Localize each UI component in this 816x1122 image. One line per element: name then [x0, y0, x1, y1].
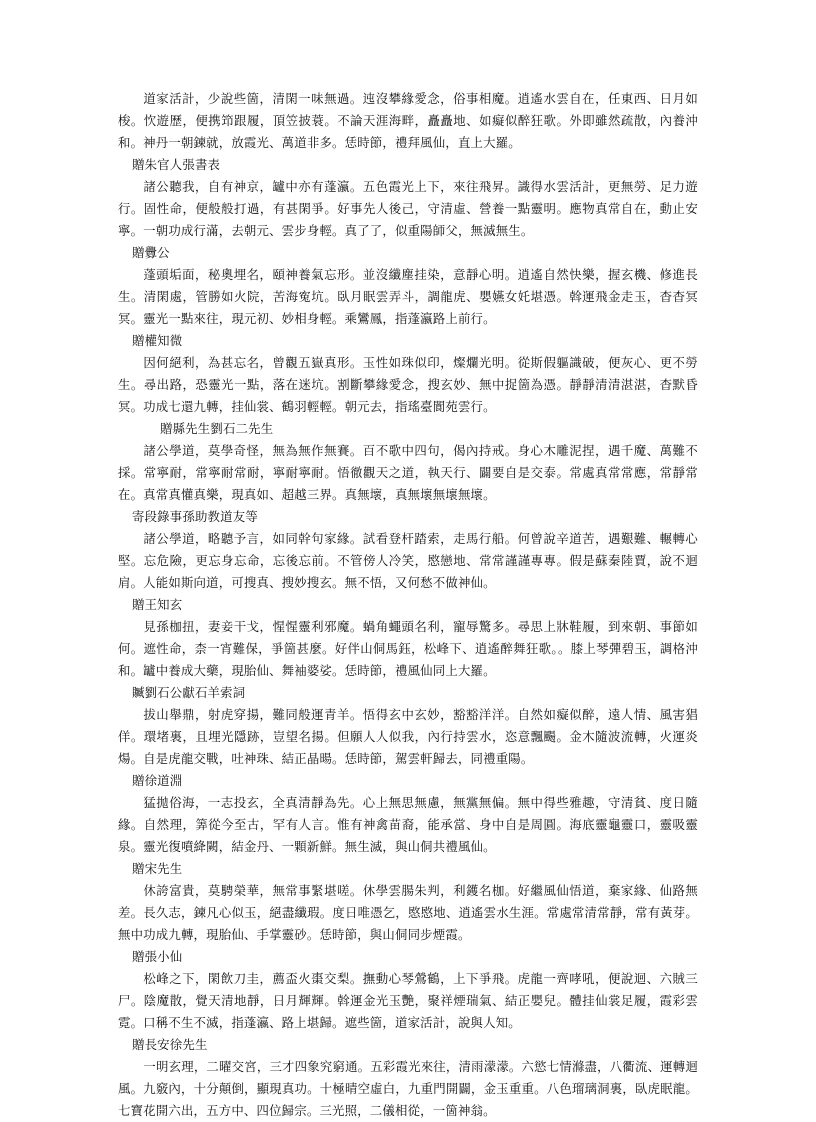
poem-title: 贈縣先生劉石二先生	[160, 421, 274, 436]
poem-body: 因何絕利，為甚忘名，曾觀五嶽真形。玉性如珠似印，燦爛光明。從斯假軀識破，便灰心、更不勞生。尋出路，恐靈光一點，落在迷坑。割斷攀緣愛念，搜玄妙、無中捉箇為憑。靜靜清清湛湛，杳默昏冥。功成七還九轉，挂仙裳、鶴羽輕輕。朝元去，指瑤臺閬苑雲行。	[118, 355, 698, 414]
poem-body: 松峰之下，閑飲刀圭，薦盃火棗交梨。撫動心琴鶯鶴，上下爭飛。虎龍一齊哮吼，便說迴、六賊三尸。陰魔散，覺天清地靜，日月輝輝。斡運金光玉艷，聚祥煙瑞氣、結正嬰兒。體挂仙裳足履，霞彩雲霓。口稱不生不滅，指蓬瀛、路上堪歸。遮些箇，道家活計，說與人知。	[118, 971, 698, 1030]
poem-body: 休誇富貴，莫騁榮華，無常事緊堪嗟。休學雲腸朱判，利鑊名枷。好繼風仙悟道，棄家緣、仙路無差。長久志，鍊凡心似玉，絕盡纖瑕。度日唯憑乞，愍愍地、逍遙雲水生涯。常處常清常靜，常有黃芽。無中功成九轉，現胎仙、手掌靈砂。恁時節，與山侗同步煙霞。	[118, 883, 698, 942]
poem-body: 猛拋俗海，一志投玄，全真清靜為先。心上無思無慮，無黨無偏。無中得些雅趣，守清貧、度日隨緣。自然理，筭從今至古，罕有人言。惟有神禽苗裔，能承當、身中自是周圓。海底靈龜靈口，靈吸靈泉。靈光復噴絳闕，結金丹、一顆新鮮。無生滅，與山侗共禮風仙。	[118, 795, 698, 854]
poem-title: 贈張小仙	[132, 949, 183, 964]
poem-title: 贈宋先生	[132, 861, 183, 876]
poem-body: 諸公學道，略聽予言，如同幹句家緣。試看登杆踏索，走馬行船。何曾說辛道苦，遇艱難、輾轉心堅。忘危險，更忘身忘命，忘後忘前。不管傍人冷笑，愍戀地、常常謹謹專專。假是蘇秦陸賈，說不迴肩。人能如斯向道，可搜真、搜妙搜玄。無不悟，又何愁不做神仙。	[118, 531, 698, 590]
poem-title: 贈釁公	[132, 245, 170, 260]
poem-title: 寄段錄事孫助教道友等	[132, 509, 258, 524]
poem-title: 贈王知玄	[132, 597, 183, 612]
document-page	[118, 88, 698, 1122]
poem-body: 一明玄理，二曜交宮，三才四象究窮通。五彩霞光來往，清雨濛濛。六慾七情滌盡，八衢流、運轉迴風。九竅內，十分顛倒，顯現真功。十極晴空虛白，九重門開闢，金玉重重。八色瑠璃洞裏，臥虎眠龍。七寶花開六出，五方中、四位歸宗。三光照，二儀相從，一箇神翁。	[118, 1059, 698, 1118]
poem-title: 贓劉石公獻石羊索詞	[132, 685, 246, 700]
poem-body: 拔山舉鼎，射虎穿揚，難同般運青羊。悟得玄中玄妙，豁豁洋洋。自然如癡似醉，遠人情、風害猖佯。環堵裏，且埋光隱跡，豈望名揚。但願人人似我，內行持雲水，恣意飄颺。金木隨波流轉，火運炎煬。自是虎龍交戰，吐神珠、結正晶暘。恁時節，駕雲軒歸去，同禮重陽。	[118, 707, 698, 766]
poem-body: 諸公學道，莫學奇怪，無為無作無賽。百不歌中四句，偈內持戒。身心木雕泥捏，遇千魔、萬難不採。常寧耐，常寧耐常耐，寧耐寧耐。悟徹觀天之道，執天行、闢要自是交泰。常處真常常應，常靜常在。真常真懽真樂，現真如、超越三界。真無壞，真無壞無壞無壞。	[118, 443, 698, 502]
poem-title: 贈權知微	[132, 333, 183, 348]
poem-title: 贈徐道淵	[132, 773, 183, 788]
poem-title: 贈朱官人張書表	[132, 157, 221, 172]
poem-title: 贈長安徐先生	[132, 1037, 208, 1052]
poem-body: 蓬頭垢面，秘奧埋名，頤神養氣忘形。並沒纖塵挂染，意靜心明。逍遙自然快樂，握玄機、修進長生。清閑處，管勝如火院，苦海寃坑。臥月眠雲弄斗，調龍虎、嬰嬿女奼堪憑。斡運飛金走玉，杳杳冥冥。靈光一點來往，現元初、妙相身輕。乘鸞鳳，指蓬瀛路上前行。	[118, 267, 698, 326]
poem-body: 諸公聽我，自有神京，罏中亦有蓬瀛。五色霞光上下，來往飛昇。識得水雲活計，更無勞、足力遊行。固性命，便般般打過，有甚閑爭。好事先人後己，守清虛、營養一點靈明。應物真常自在，動止安寧。一朝功成行滿，去朝元、雲步身輕。真了了，似重陽師父，無滅無生。	[118, 179, 698, 238]
poem-body: 道家活計，少說些箇，清閑一味無過。迍沒攀緣愛念，俗事相魔。逍遙水雲自在，任東西、日月如梭。忺遊歷，便携笻跟履，頂笠披蓑。不論天涯海畔，矗矗地、如癡似醉狂歌。外即雖然疏散，內養沖和。神丹一朝鍊就，放霞光、萬道非多。恁時節，禮拜風仙，直上大羅。	[118, 91, 698, 150]
poem-body: 見孫枷扭，妻妾干戈，惺惺靈利邪魔。蝸角蠅頭名利，寵辱驚多。尋思上牀鞋履，到來朝、事節如何。遮性命，柰一宵難保，爭箇甚麼。好伴山侗馬鈺，松峰下、逍遙醉舞狂歌。。膝上琴彈碧玉，調格沖和。罏中養成大藥，現胎仙、舞袖婆娑。恁時節，禮風仙同上大羅。	[118, 619, 698, 678]
